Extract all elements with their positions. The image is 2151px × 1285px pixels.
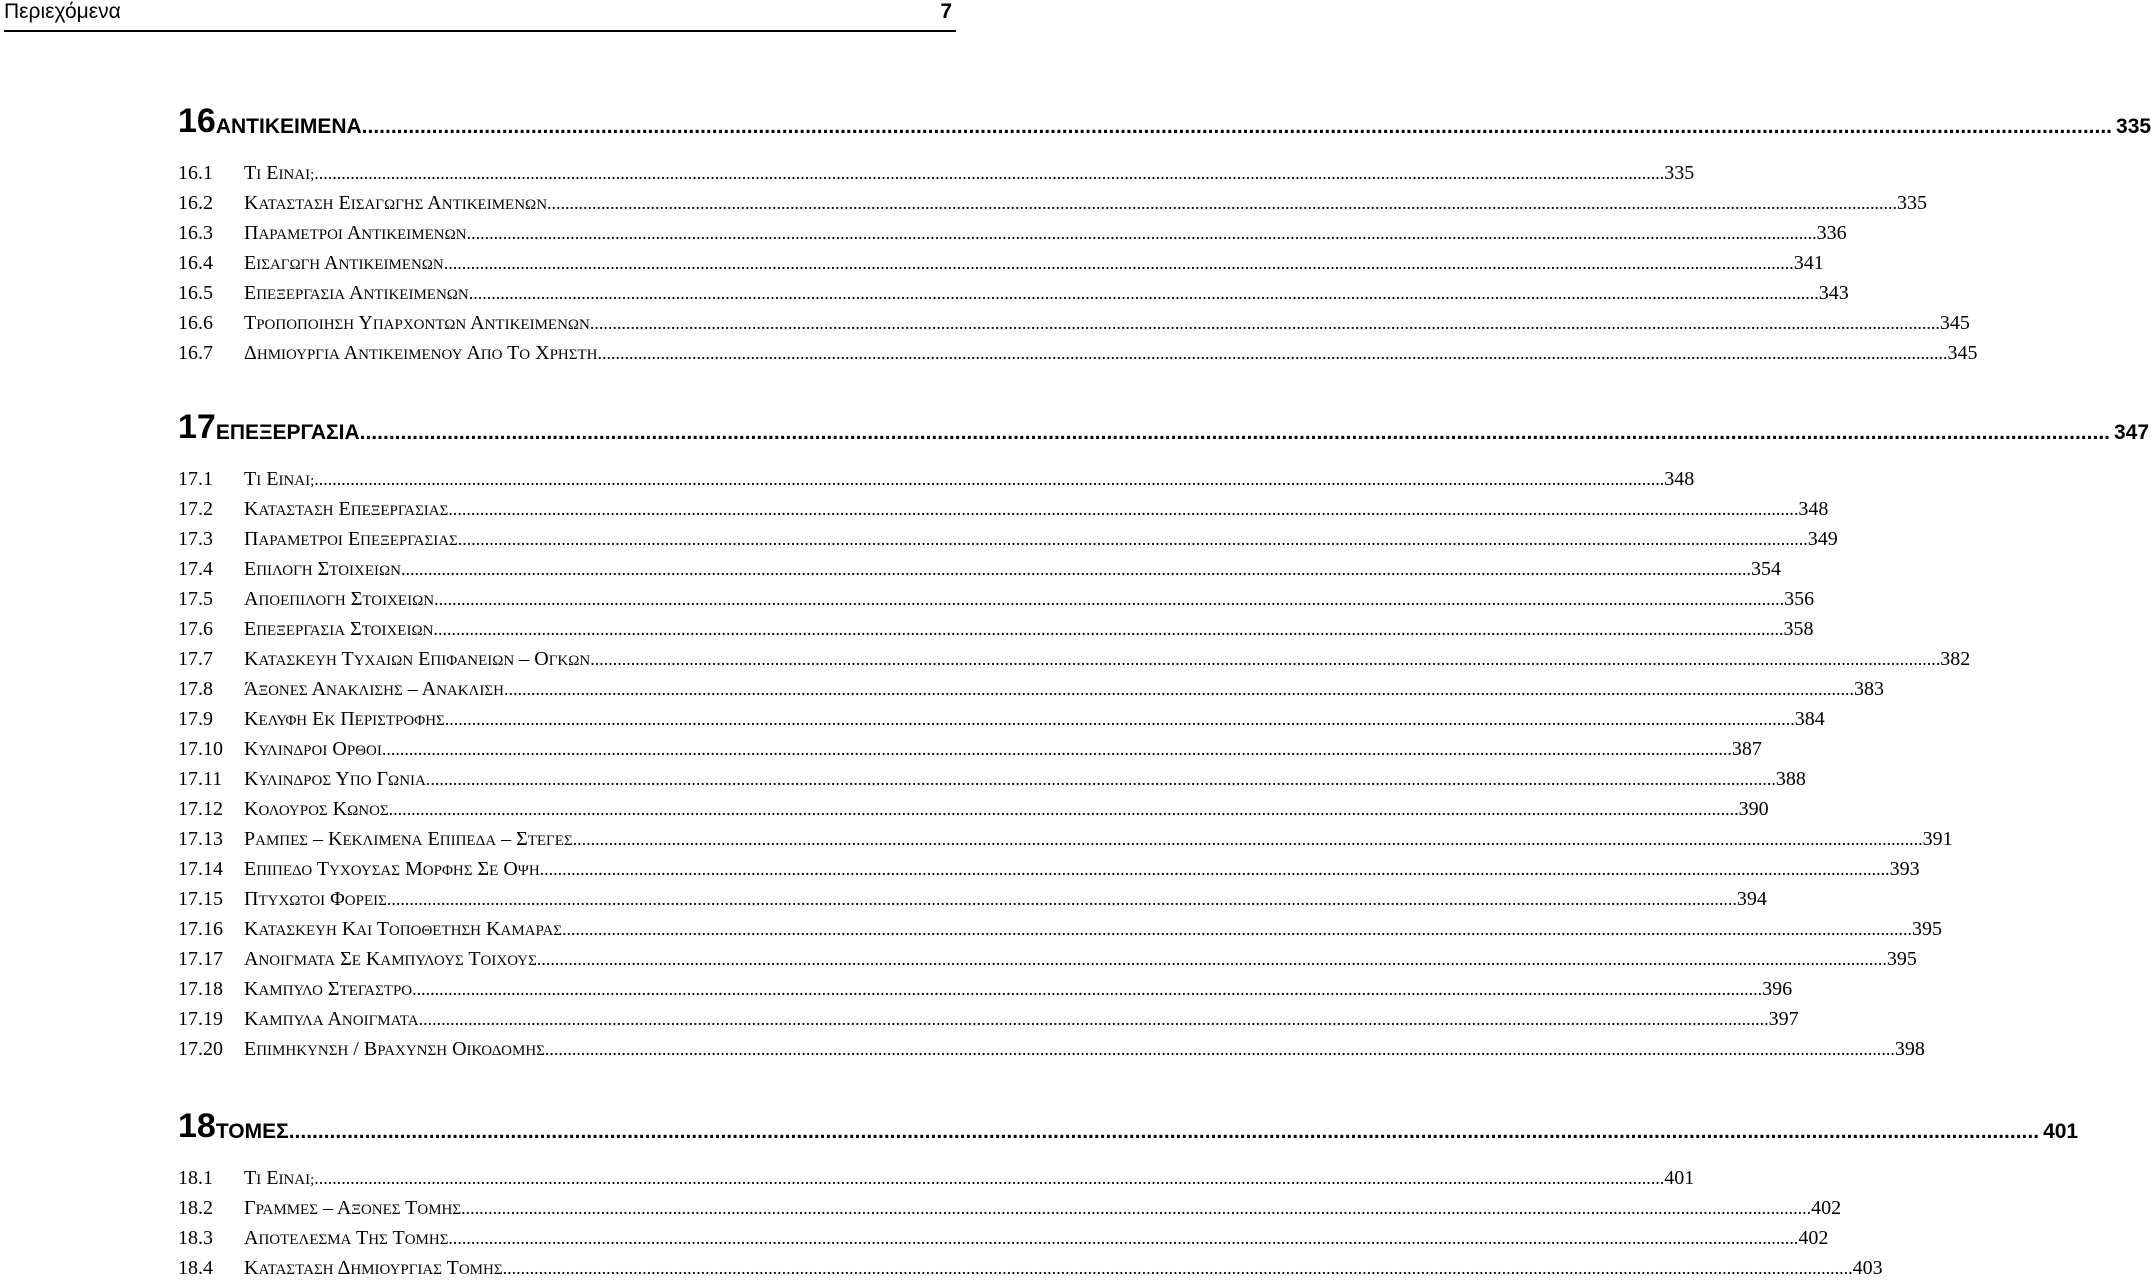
dot-leader: ............................................................................................................................................................................................................................................................................................................ xyxy=(589,313,1940,333)
toc-entry[interactable] xyxy=(178,884,1767,914)
dot-leader: ............................................................................................................................................................................................................................................................................................................ xyxy=(314,469,1665,489)
dot-leader: ............................................................................................................................................................................................................................................................................................................ xyxy=(590,649,1941,669)
dot-leader: ............................................................................................................................................................................................................................................................................................................ xyxy=(434,589,1785,609)
toc-entry[interactable] xyxy=(178,824,1953,854)
section-page: 343 xyxy=(1818,282,1849,304)
section-number: 18.1 xyxy=(178,1167,213,1189)
section-number: 17.7 xyxy=(178,648,213,670)
dot-leader: ............................................................................................................................................................................................................................................................................................................ xyxy=(386,889,1737,909)
toc-entry[interactable] xyxy=(178,338,1978,368)
chapter-number: 16 xyxy=(178,102,216,140)
section-number: 17.6 xyxy=(178,618,213,640)
dot-leader: ............................................................................................................................................................................................................................................................................................................ xyxy=(448,499,1799,519)
toc-entry[interactable] xyxy=(178,188,1928,218)
chapter-page: 347 xyxy=(2113,421,2150,444)
section-title: ΕΠΕΞΕΡΓΑΣΙΑ ΣΤΟΙΧΕΙΩΝ xyxy=(244,618,434,640)
section-title: ΓΡΑΜΜΕΣ – ΑΞΟΝΕΣ ΤΟΜΗΣ xyxy=(244,1197,462,1219)
section-number: 17.1 xyxy=(178,468,213,490)
section-title: ΑΠΟΤΕΛΕΣΜΑ ΤΗΣ ΤΟΜΗΣ xyxy=(244,1227,449,1249)
toc-entry[interactable] xyxy=(178,644,1971,674)
chapter-title: ΑΝΤΙΚΕΙΜΕΝΑ xyxy=(215,115,362,138)
toc-entry[interactable] xyxy=(178,614,1814,644)
dot-leader: ............................................................................................................................................................................................................................................................................................................ xyxy=(412,979,1763,999)
section-page: 395 xyxy=(1886,948,1917,970)
section-page: 402 xyxy=(1811,1197,1842,1219)
chapter-heading[interactable] xyxy=(178,407,2150,447)
toc-entry[interactable] xyxy=(178,158,1695,188)
section-number: 17.14 xyxy=(178,858,223,880)
section-number: 16.3 xyxy=(178,222,213,244)
dot-leader: ............................................................................................................................................................................................................................................................................................................ xyxy=(502,1258,1853,1278)
dot-leader: ............................................................................................................................................................................................................................................................................................................ xyxy=(359,421,2110,444)
section-page: 384 xyxy=(1794,708,1825,730)
section-number: 18.3 xyxy=(178,1227,213,1249)
section-number: 16.6 xyxy=(178,312,213,334)
toc-entry[interactable] xyxy=(178,764,1806,794)
section-page: 335 xyxy=(1664,162,1695,184)
section-title: ΚΑΤΑΣΚΕΥΗ ΚΑΙ ΤΟΠΟΘΕΤΗΣΗ ΚΑΜΑΡΑΣ xyxy=(244,918,563,940)
section-page: 398 xyxy=(1894,1038,1925,1060)
toc-entry[interactable] xyxy=(178,494,1829,524)
dot-leader: ............................................................................................................................................................................................................................................................................................................ xyxy=(425,769,1776,789)
section-page: 387 xyxy=(1731,738,1762,760)
toc-entry[interactable] xyxy=(178,218,1847,248)
section-page: 391 xyxy=(1922,828,1953,850)
section-title: ΚΑΤΑΣΤΑΣΗ ΕΠΕΞΕΡΓΑΣΙΑΣ xyxy=(244,498,449,520)
toc-entry[interactable] xyxy=(178,854,1920,884)
chapter-page: 401 xyxy=(2043,1120,2079,1143)
section-number: 16.4 xyxy=(178,252,213,274)
section-title: ΤΙ ΕΙΝΑΙ; xyxy=(244,1167,315,1189)
toc-entry[interactable] xyxy=(178,1163,1695,1193)
chapter-number: 18 xyxy=(178,1107,216,1145)
toc-entry[interactable] xyxy=(178,464,1695,494)
dot-leader: ............................................................................................................................................................................................................................................................................................................ xyxy=(443,253,1794,273)
dot-leader: ............................................................................................................................................................................................................................................................................................................ xyxy=(433,619,1784,639)
section-number: 16.7 xyxy=(178,342,213,364)
toc-entry[interactable] xyxy=(178,914,1943,944)
chapter-heading[interactable] xyxy=(178,101,2151,141)
section-title: ΚΑΤΑΣΤΑΣΗ ΕΙΣΑΓΩΓΗΣ ΑΝΤΙΚΕΙΜΕΝΩΝ xyxy=(244,192,548,214)
dot-leader: ............................................................................................................................................................................................................................................................................................................ xyxy=(572,829,1923,849)
section-number: 17.11 xyxy=(178,768,223,790)
section-page: 354 xyxy=(1751,558,1781,580)
section-title: ΠΤΥΧΩΤΟΙ ΦΟΡΕΙΣ xyxy=(244,888,387,910)
section-title: ΕΠΙΜΗΚΥΝΣΗ / ΒΡΑΧΥΝΣΗ ΟΙΚΟΔΟΜΗΣ xyxy=(244,1038,545,1060)
section-title: ΤΙ ΕΙΝΑΙ; xyxy=(244,468,315,490)
section-title: ΕΠΙΛΟΓΗ ΣΤΟΙΧΕΙΩΝ xyxy=(244,558,401,580)
section-number: 17.2 xyxy=(178,498,213,520)
section-title: ΑΝΟΙΓΜΑΤΑ ΣΕ ΚΑΜΠΥΛΟΥΣ ΤΟΙΧΟΥΣ xyxy=(244,948,537,970)
toc-entry[interactable] xyxy=(178,584,1815,614)
section-number: 17.5 xyxy=(178,588,213,610)
section-page: 336 xyxy=(1816,222,1847,244)
section-page: 383 xyxy=(1854,678,1884,700)
section-page: 341 xyxy=(1793,252,1824,274)
toc-entry[interactable] xyxy=(178,1223,1829,1253)
section-number: 18.2 xyxy=(178,1197,213,1219)
dot-leader: ............................................................................................................................................................................................................................................................................................................ xyxy=(388,799,1739,819)
section-title: ΚΕΛΥΦΗ ΕΚ ΠΕΡΙΣΤΡΟΦΗΣ xyxy=(244,708,445,730)
toc-entry[interactable] xyxy=(178,1193,1842,1223)
toc-entry[interactable] xyxy=(178,674,1884,704)
section-number: 16.2 xyxy=(178,192,213,214)
section-number: 17.15 xyxy=(178,888,223,910)
section-title: ΚΑΤΑΣΚΕΥΗ ΤΥΧΑΙΩΝ ΕΠΙΦΑΝΕΙΩΝ – ΟΓΚΩΝ xyxy=(244,648,591,670)
section-number: 17.9 xyxy=(178,708,213,730)
dot-leader: ............................................................................................................................................................................................................................................................................................................ xyxy=(457,529,1808,549)
dot-leader: ............................................................................................................................................................................................................................................................................................................ xyxy=(562,919,1913,939)
section-page: 403 xyxy=(1852,1257,1883,1279)
dot-leader: ............................................................................................................................................................................................................................................................................................................ xyxy=(536,949,1887,969)
section-page: 335 xyxy=(1897,192,1928,214)
section-title: ΤΙ ΕΙΝΑΙ; xyxy=(244,162,315,184)
chapter-heading[interactable] xyxy=(178,1106,2079,1146)
chapter-page: 335 xyxy=(2116,115,2151,138)
dot-leader: ............................................................................................................................................................................................................................................................................................................ xyxy=(466,223,1817,243)
section-title: ΚΑΜΠΥΛΟ ΣΤΕΓΑΣΤΡΟ xyxy=(244,978,413,1000)
toc-entry[interactable] xyxy=(178,278,1849,308)
section-number: 18.4 xyxy=(178,1257,213,1279)
section-page: 349 xyxy=(1807,528,1838,550)
dot-leader: ............................................................................................................................................................................................................................................................................................................ xyxy=(361,115,2113,138)
section-number: 17.17 xyxy=(178,948,223,970)
section-page: 348 xyxy=(1664,468,1695,490)
section-page: 393 xyxy=(1889,858,1920,880)
dot-leader: ............................................................................................................................................................................................................................................................................................................ xyxy=(448,1228,1799,1248)
section-number: 17.10 xyxy=(178,738,223,760)
section-title: ΤΡΟΠΟΠΟΙΗΣΗ ΥΠΑΡΧΟΝΤΩΝ ΑΝΤΙΚΕΙΜΕΝΩΝ xyxy=(244,312,590,334)
section-page: 388 xyxy=(1775,768,1806,790)
dot-leader: ............................................................................................................................................................................................................................................................................................................ xyxy=(314,163,1665,183)
section-title: ΚΟΛΟΥΡΟΣ ΚΩΝΟΣ xyxy=(244,798,389,820)
section-page: 358 xyxy=(1783,618,1814,640)
dot-leader: ............................................................................................................................................................................................................................................................................................................ xyxy=(539,859,1890,879)
toc-entry[interactable] xyxy=(178,794,1769,824)
section-number: 16.5 xyxy=(178,282,213,304)
dot-leader: ............................................................................................................................................................................................................................................................................................................ xyxy=(288,1120,2040,1143)
toc-entry[interactable] xyxy=(178,704,1825,734)
dot-leader: ............................................................................................................................................................................................................................................................................................................ xyxy=(444,709,1795,729)
dot-leader: ............................................................................................................................................................................................................................................................................................................ xyxy=(597,343,1948,363)
section-number: 17.12 xyxy=(178,798,223,820)
section-title: ΑΠΟΕΠΙΛΟΓΗ ΣΤΟΙΧΕΙΩΝ xyxy=(244,588,435,610)
section-title: ΔΗΜΙΟΥΡΓΙΑ ΑΝΤΙΚΕΙΜΕΝΟΥ ΑΠΟ ΤΟ ΧΡΗΣΤΗ xyxy=(244,342,598,364)
section-title: ΚΑΤΑΣΤΑΣΗ ΔΗΜΙΟΥΡΓΙΑΣ ΤΟΜΗΣ xyxy=(244,1257,503,1279)
chapter-number: 17 xyxy=(178,408,216,446)
section-page: 345 xyxy=(1947,342,1978,364)
section-title: ΚΥΛΙΝΔΡΟΙ ΟΡΘΟΙ xyxy=(244,738,382,760)
section-page: 396 xyxy=(1762,978,1793,1000)
section-number: 17.18 xyxy=(178,978,223,1000)
section-title: ΡΑΜΠΕΣ – ΚΕΚΛΙΜΕΝΑ ΕΠΙΠΕΔΑ – ΣΤΕΓΕΣ xyxy=(244,828,573,850)
toc-entry[interactable] xyxy=(178,974,1793,1004)
section-page: 390 xyxy=(1738,798,1769,820)
toc-entry[interactable] xyxy=(178,1004,1799,1034)
section-page: 348 xyxy=(1798,498,1829,520)
toc-entry[interactable] xyxy=(178,554,1781,584)
toc-entry[interactable] xyxy=(178,944,1917,974)
chapter-title: ΤΟΜΕΣ xyxy=(215,1120,289,1143)
dot-leader: ............................................................................................................................................................................................................................................................................................................ xyxy=(468,283,1819,303)
toc-entry[interactable] xyxy=(178,308,1970,338)
section-page: 356 xyxy=(1784,588,1815,610)
toc-entry[interactable] xyxy=(178,1034,1925,1064)
dot-leader: ............................................................................................................................................................................................................................................................................................................ xyxy=(461,1198,1812,1218)
section-page: 394 xyxy=(1736,888,1767,910)
section-number: 17.16 xyxy=(178,918,223,940)
section-title: ΠΑΡΑΜΕΤΡΟΙ ΕΠΕΞΕΡΓΑΣΙΑΣ xyxy=(244,528,458,550)
dot-leader: ............................................................................................................................................................................................................................................................................................................ xyxy=(544,1039,1895,1059)
dot-leader: ............................................................................................................................................................................................................................................................................................................ xyxy=(314,1168,1665,1188)
section-title: ΚΥΛΙΝΔΡΟΣ ΥΠΟ ΓΩΝΙΑ xyxy=(244,768,426,790)
page-header-title: Περιεχόμενα xyxy=(4,0,121,23)
section-title: ΆΞΟΝΕΣ ΑΝΑΚΛΙΣΗΣ – ΑΝΑΚΛΙΣΗ xyxy=(244,678,504,700)
toc-entry[interactable] xyxy=(178,1253,1883,1283)
dot-leader: ............................................................................................................................................................................................................................................................................................................ xyxy=(401,559,1751,579)
section-number: 17.13 xyxy=(178,828,223,850)
section-title: ΚΑΜΠΥΛΑ ΑΝΟΙΓΜΑΤΑ xyxy=(244,1008,419,1030)
section-number: 17.19 xyxy=(178,1008,223,1030)
toc-entry[interactable] xyxy=(178,524,1838,554)
section-page: 382 xyxy=(1940,648,1971,670)
section-number: 16.1 xyxy=(178,162,213,184)
section-number: 17.3 xyxy=(178,528,213,550)
section-page: 395 xyxy=(1912,918,1943,940)
toc-entry[interactable] xyxy=(178,248,1824,278)
dot-leader: ............................................................................................................................................................................................................................................................................................................ xyxy=(381,739,1732,759)
section-page: 401 xyxy=(1664,1167,1695,1189)
page-header xyxy=(4,0,956,32)
dot-leader: ............................................................................................................................................................................................................................................................................................................ xyxy=(504,679,1854,699)
section-number: 17.4 xyxy=(178,558,213,580)
section-number: 17.20 xyxy=(178,1038,223,1060)
section-page: 397 xyxy=(1768,1008,1799,1030)
section-page: 345 xyxy=(1939,312,1970,334)
section-title: ΕΠΙΠΕΔΟ ΤΥΧΟΥΣΑΣ ΜΟΡΦΗΣ ΣΕ ΟΨΗ xyxy=(244,858,540,880)
section-number: 17.8 xyxy=(178,678,213,700)
dot-leader: ............................................................................................................................................................................................................................................................................................................ xyxy=(418,1009,1769,1029)
section-title: ΕΙΣΑΓΩΓΗ ΑΝΤΙΚΕΙΜΕΝΩΝ xyxy=(244,252,444,274)
section-title: ΠΑΡΑΜΕΤΡΟΙ ΑΝΤΙΚΕΙΜΕΝΩΝ xyxy=(244,222,467,244)
section-page: 402 xyxy=(1798,1227,1829,1249)
page-number: 7 xyxy=(940,0,952,23)
dot-leader: ............................................................................................................................................................................................................................................................................................................ xyxy=(547,193,1898,213)
section-title: ΕΠΕΞΕΡΓΑΣΙΑ ΑΝΤΙΚΕΙΜΕΝΩΝ xyxy=(244,282,469,304)
chapter-title: ΕΠΕΞΕΡΓΑΣΙΑ xyxy=(215,421,360,444)
toc-entry[interactable] xyxy=(178,734,1762,764)
